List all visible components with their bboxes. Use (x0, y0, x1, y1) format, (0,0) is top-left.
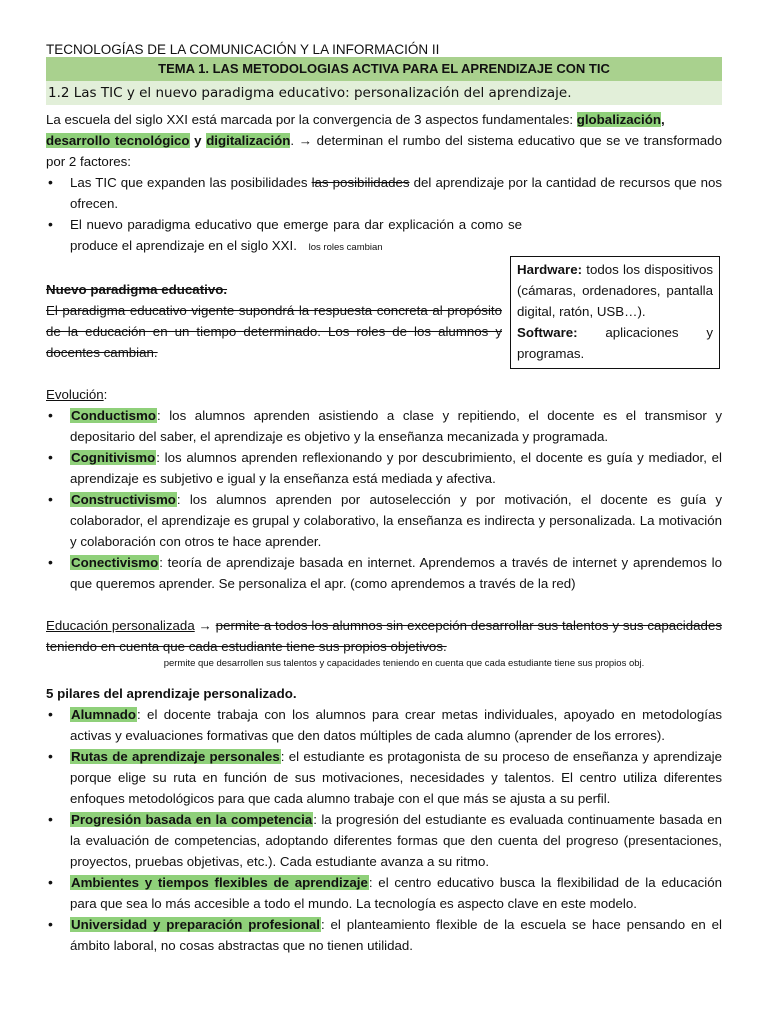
intro-bullets (46, 172, 722, 258)
course-title: TECNOLOGÍAS DE LA COMUNICACIÓN Y LA INFORMACIÓN II (46, 42, 440, 57)
paradigm-section (46, 279, 502, 363)
handwritten-note: permite que desarrollen sus talentos y capacidades teniendo en cuenta que cada estudiante tiene sus propios obj. (163, 658, 645, 669)
intro-paragraph: La escuela del siglo XXI está marcada por la convergencia de 3 aspectos fundamentales: globalización, desarrollo tecnológico y digitalización. → determinan el rumbo del sistema educativo que se ve transformado por 2 factores: (46, 112, 722, 169)
document-page (46, 40, 722, 956)
evolution-heading: Evolución: (46, 387, 108, 402)
list-item: • Progresión basada en la competencia: la progresión del estudiante es evaluada continuamente basada en la evaluación de competencias, adoptando diferentes formas que den cuenta del progreso (presentaciones, proyectos, pruebas objetivas, etc.). Cada estudiante avanza a su ritmo. (46, 809, 722, 872)
pillars-heading: 5 pilares del aprendizaje personalizado. (46, 686, 297, 701)
list-item: • Universidad y preparación profesional: el planteamiento flexible de la escuela se hace pensando en el ámbito laboral, no cosas abstractas que no tienen utilidad. (46, 914, 722, 956)
highlight-digitalizacion: digitalización (206, 133, 291, 148)
list-item: • Alumnado: el docente trabaja con los alumnos para crear metas individuales, apoyado en metodologías activas y evaluaciones formativas que den datos múltiples de cada alumno (aprender de los errores). (46, 704, 722, 746)
struck-text: las posibilidades (311, 175, 410, 190)
list-item: • Conductismo: los alumnos aprenden asistiendo a clase y repitiendo, el docente es el transmisor y depositario del saber, el aprendizaje es objetivo y la enseñanza mecanizada y programada. (46, 405, 722, 447)
list-item: • El nuevo paradigma educativo que emerge para dar explicación a como se produce el aprendizaje en el siglo XXI. los roles cambian (46, 214, 722, 258)
highlight-desarrollo-tecnologico: desarrollo tecnológico (46, 133, 190, 148)
highlight-globalizacion: globalización (576, 112, 661, 127)
list-item: • Las TIC que expanden las posibilidades las posibilidades del aprendizaje por la cantidad de recursos que nos ofrecen. (46, 172, 722, 214)
list-item: • Ambientes y tiempos flexibles de aprendizaje: el centro educativo busca la flexibilidad de la educación para que sea lo más accesible a todo el mundo. La tecnología es aspecto clave en este modelo. (46, 872, 722, 914)
paradigm-text: El paradigma educativo vigente supondrá la respuesta concreta al propósito de la educación en un tiempo determinado. Los roles de los alumnos y docentes cambian. (46, 303, 502, 360)
list-item: • Cognitivismo: los alumnos aprenden reflexionando y por descubrimiento, el docente es guía y mediador, el aprendizaje es subjetivo e igual y la enseñanza está mediada y afectiva. (46, 447, 722, 489)
personalized-paragraph: Educación personalizada → permite a todos los alumnos sin excepción desarrollar sus talentos y sus capacidades teniendo en cuenta que cada estudiante tiene sus propios objetivos. (46, 618, 722, 654)
list-item: • Conectivismo: teoría de aprendizaje basada en internet. Aprendemos a través de internet y aprendemos lo que queremos aprender. Se personaliza el apr. (como aprendemos a través de la red) (46, 552, 722, 594)
arrow-icon: → (298, 133, 313, 148)
arrow-icon: → (198, 618, 212, 633)
paradigm-heading: Nuevo paradigma educativo. (46, 282, 228, 297)
subtopic-banner: 1.2 Las TIC y el nuevo paradigma educativo: personalización del aprendizaje. (46, 81, 722, 105)
hardware-software-box: Hardware: todos los dispositivos (cámaras, ordenadores, pantalla digital, ratón, USB…). Software: aplicaciones y programas. (510, 256, 720, 369)
pillars-list (46, 704, 722, 956)
handwritten-note: los roles cambian (308, 242, 383, 253)
list-item: • Rutas de aprendizaje personales: el estudiante es protagonista de su proceso de enseñanza y aprendizaje porque elige su ruta en función de sus motivaciones, necesidades y talentos. El centro utiliza diferentes enfoques metodológicos para que cada alumno trabaje con el que más se ajusta a su perfil. (46, 746, 722, 809)
list-item: • Constructivismo: los alumnos aprenden por autoselección y por motivación, el docente es guía y colaborador, el aprendizaje es grupal y colaborativo, la enseñanza es indirecta y personalizada. La motivación y colaboración con otros te hace aprender. (46, 489, 722, 552)
topic-banner: TEMA 1. LAS METODOLOGIAS ACTIVA PARA EL APRENDIZAJE CON TIC (46, 57, 722, 81)
evolution-list (46, 405, 722, 594)
